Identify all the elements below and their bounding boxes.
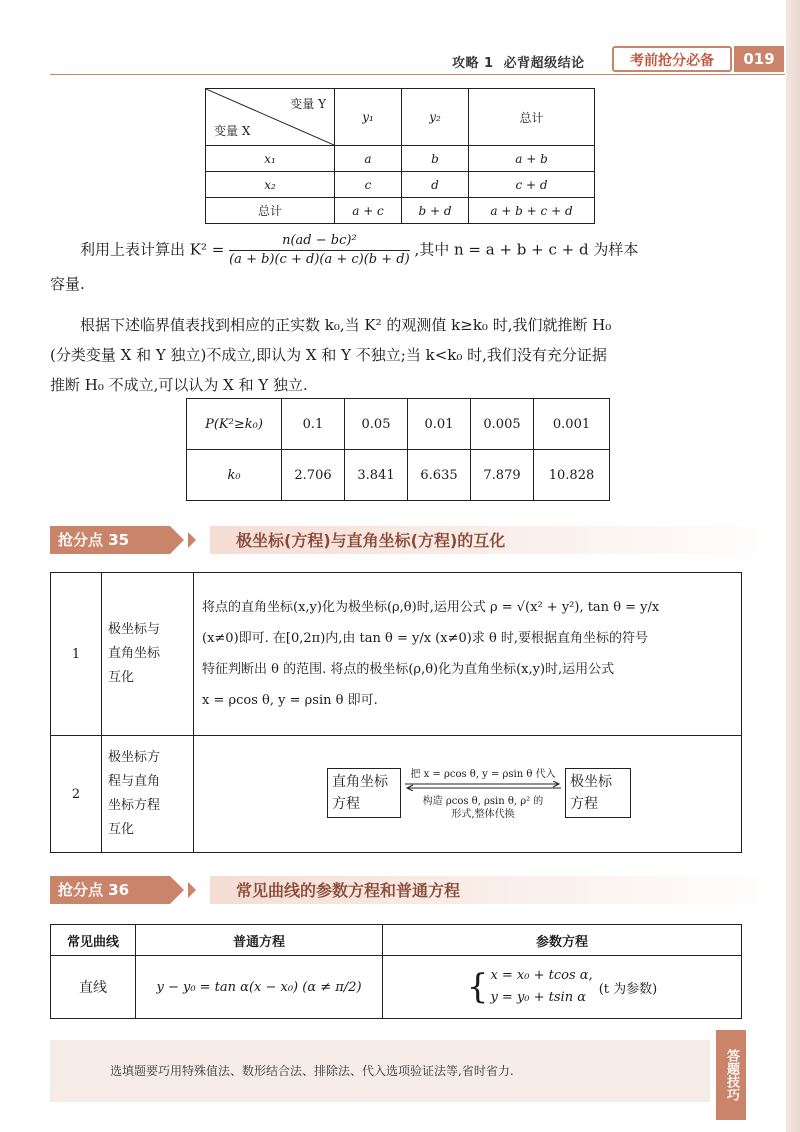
column-header: 常见曲线 (51, 925, 136, 956)
column-header: 参数方程 (383, 925, 742, 956)
page-header (0, 44, 800, 76)
fraction-denominator: (a + b)(c + d)(a + c)(b + d) (229, 252, 410, 267)
tip-tab: 答题技巧 (716, 1030, 746, 1120)
section-36-heading (50, 876, 785, 904)
contingency-table (205, 88, 595, 224)
table-cell: c + d (469, 172, 595, 198)
page-number: 019 (734, 46, 784, 72)
table-cell: d (402, 172, 469, 198)
formula-suffix: ,其中 n = a + b + c + d 为样本 (414, 240, 639, 259)
ordinary-equation: y − y₀ = tan α(x − x₀) (α ≠ π/2) (136, 956, 383, 1019)
formula-line2: 容量. (50, 275, 85, 293)
parametric-equation (383, 956, 742, 1019)
box-line: 直角坐标 (332, 774, 388, 790)
col-header: y₁ (335, 89, 402, 146)
row-label: x₂ (206, 172, 335, 198)
table-row (187, 399, 610, 450)
curve-name: 直线 (51, 956, 136, 1019)
header-rule (50, 74, 785, 75)
polar-conversion-table (50, 572, 742, 853)
critical-line2: (分类变量 X 和 Y 独立)不成立,即认为 X 和 Y 不独立;当 k<k₀ 时,我们没有充分证据 (50, 346, 607, 364)
table-cell: b + d (402, 198, 469, 224)
content-line: 将点的直角坐标(x,y)化为极坐标(ρ,θ)时,运用公式 ρ = √(x² + y²), tan θ = y/x (202, 600, 660, 615)
box-line: 方程 (570, 796, 598, 812)
curve-equation-table (50, 924, 742, 1019)
row-label: 总计 (206, 198, 335, 224)
table-cell: a + b (469, 146, 595, 172)
formula-paragraph (50, 232, 750, 299)
table-cell: a + b + c + d (469, 198, 595, 224)
row-label (102, 573, 194, 736)
param-system (467, 965, 657, 1009)
chevron-right-icon (188, 532, 196, 548)
conversion-arrows (403, 768, 563, 821)
label-line: 直角坐标 (108, 646, 161, 661)
table-cell: 0.01 (408, 399, 471, 450)
col-header: 总计 (469, 89, 595, 146)
label-line: 互化 (108, 670, 135, 685)
param-note: (t 为参数) (598, 981, 658, 997)
row-label (102, 736, 194, 853)
row-label: k₀ (187, 450, 282, 501)
label-line: 坐标方程 (108, 798, 161, 813)
label-line: 程与直角 (108, 774, 161, 789)
diagonal-header-cell (206, 89, 335, 146)
table-row (51, 956, 742, 1019)
table-row (206, 198, 595, 224)
box-line: 极坐标 (570, 774, 612, 790)
table-cell: 2.706 (282, 450, 345, 501)
param-line: y = y₀ + tsin α (490, 990, 586, 1005)
row-number: 1 (51, 573, 102, 736)
table-cell: 0.1 (282, 399, 345, 450)
param-line: x = x₀ + tcos α, (490, 968, 593, 983)
section-title: 极坐标(方程)与直角坐标(方程)的互化 (236, 531, 506, 550)
conversion-diagram (195, 754, 740, 834)
polar-equation-box (565, 768, 631, 818)
chevron-right-icon (188, 882, 196, 898)
row-label: x₁ (206, 146, 335, 172)
critical-line3: 推断 H₀ 不成立,可以认为 X 和 Y 独立. (50, 376, 308, 394)
table-cell: 0.001 (534, 399, 610, 450)
table-cell: c (335, 172, 402, 198)
critical-line1: 根据下述临界值表找到相应的正实数 k₀,当 K² 的观测值 k≥k₀ 时,我们就推断 H₀ (80, 316, 612, 334)
table-cell: a + c (335, 198, 402, 224)
page-edge-shade (786, 0, 800, 1132)
column-header: 普通方程 (136, 925, 383, 956)
content-line: x = ρcos θ, y = ρsin θ 即可. (202, 693, 378, 708)
conversion-diagram-cell (194, 736, 742, 853)
diag-top-label: 变量 Y (290, 97, 326, 111)
table-cell: 7.879 (471, 450, 534, 501)
table-cell: 0.05 (345, 399, 408, 450)
critical-value-table (186, 398, 610, 501)
row-number: 2 (51, 736, 102, 853)
row-content (194, 573, 742, 736)
param-lines (490, 965, 592, 1009)
label-line: 互化 (108, 822, 135, 837)
table-header-row (51, 925, 742, 956)
chevron-right-icon (170, 876, 184, 904)
chi-square-fraction (229, 232, 410, 269)
table-cell: 0.005 (471, 399, 534, 450)
col-header: y₂ (402, 89, 469, 146)
chevron-right-icon (170, 526, 184, 554)
label-line: 极坐标方 (108, 750, 161, 765)
formula-prefix: 利用上表计算出 K² = (80, 240, 225, 259)
table-cell: 10.828 (534, 450, 610, 501)
table-row (51, 573, 742, 736)
section-35-heading (50, 526, 785, 554)
diag-bottom-label: 变量 X (214, 124, 251, 138)
arrow-bottom-label: 形式,整体代换 (451, 809, 515, 820)
table-cell: 6.635 (408, 450, 471, 501)
section-badge: 抢分点 36 (50, 876, 170, 904)
fraction-numerator: n(ad − bc)² (229, 232, 410, 251)
label-line: 极坐标与 (108, 622, 161, 637)
critical-paragraph (50, 310, 750, 400)
table-cell: a (335, 146, 402, 172)
table-cell: 3.841 (345, 450, 408, 501)
table-cell: b (402, 146, 469, 172)
section-badge: 抢分点 35 (50, 526, 170, 554)
table-row (187, 450, 610, 501)
table-row (51, 736, 742, 853)
arrow-bottom-label: 构造 ρcos θ, ρsin θ, ρ² 的 (422, 796, 544, 807)
section-title: 常见曲线的参数方程和普通方程 (236, 881, 461, 900)
table-row (206, 146, 595, 172)
double-arrow-icon (403, 781, 563, 791)
tip-box: 选填题要巧用特殊值法、数形结合法、排除法、代入选项验证法等,省时省力. (50, 1040, 710, 1102)
brace-icon: { (466, 967, 489, 1007)
content-line: (x≠0)即可. 在[0,2π)内,由 tan θ = y/x (x≠0)求 θ 时,要根据直角坐标的符号 (202, 631, 649, 646)
table-row (206, 172, 595, 198)
arrow-top-label: 把 x = ρcos θ, y = ρsin θ 代入 (410, 769, 556, 780)
header-badge: 考前抢分必备 (612, 46, 732, 72)
rect-equation-box (327, 768, 401, 818)
header-title: 攻略 1 必背超级结论 (452, 56, 585, 71)
box-line: 方程 (332, 796, 360, 812)
row-label: P(K²≥k₀) (187, 399, 282, 450)
formula-line (50, 232, 750, 269)
content-line: 特征判断出 θ 的范围. 将点的极坐标(ρ,θ)化为直角坐标(x,y)时,运用公式 (202, 662, 615, 677)
